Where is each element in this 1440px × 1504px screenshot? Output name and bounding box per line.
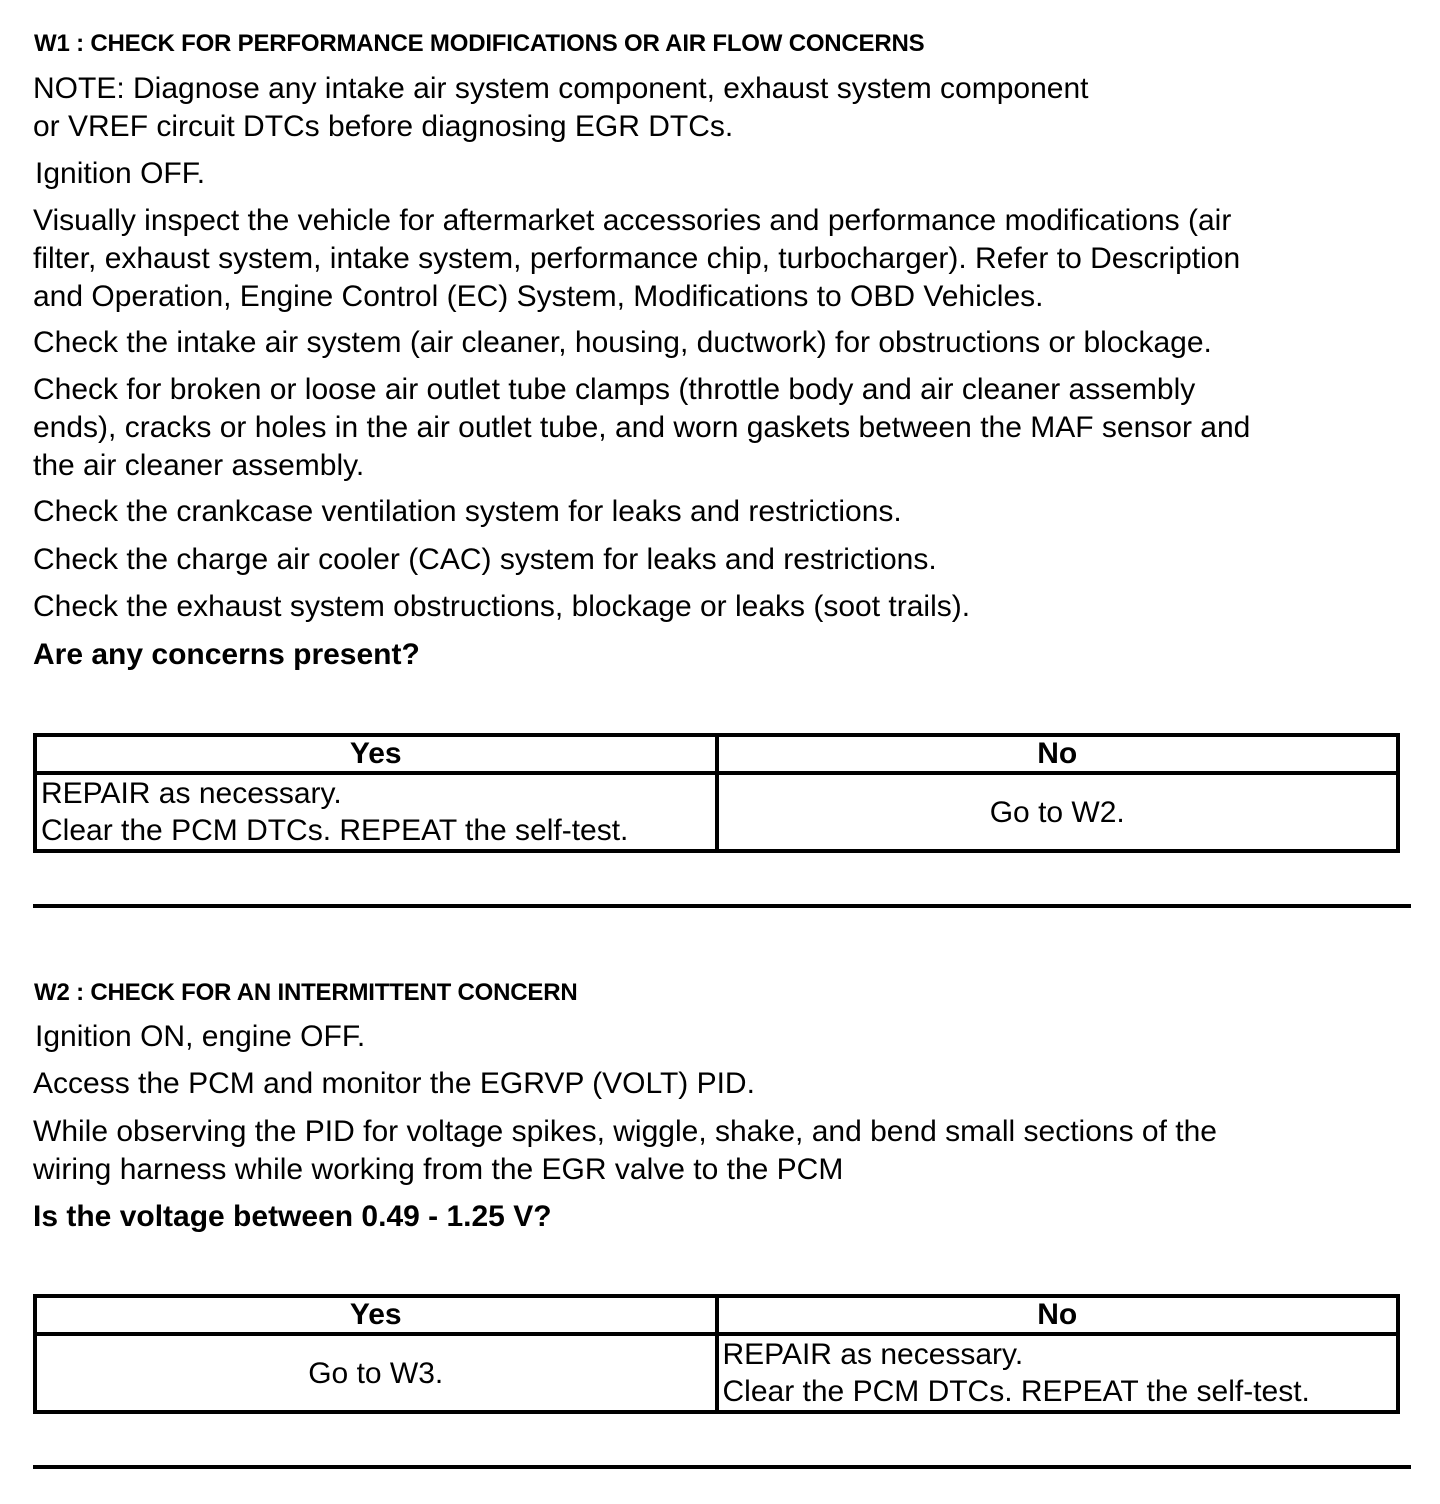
w1-table-header-row: [35, 735, 1398, 773]
w1-step-exhaust: Check the exhaust system obstructions, blockage or leaks (soot trails).: [33, 590, 971, 623]
w1-section-title: W1 : CHECK FOR PERFORMANCE MODIFICATIONS OR AIR FLOW CONCERNS: [34, 30, 925, 57]
w1-no-header: No: [717, 735, 1399, 773]
w1-yes-cell: REPAIR as necessary. Clear the PCM DTCs. REPEAT the self-test.: [35, 773, 717, 851]
w1-step-visual-inspect: Visually inspect the vehicle for aftermarket accessories and performance modifications (air filter, exhaust system, intake system, performance chip, turbocharger). Refer to Description and Operation, Engine Control (EC) System, Modifications to OBD Vehicles.: [33, 204, 1241, 313]
w1-note: NOTE: Diagnose any intake air system component, exhaust system component or VREF circuit DTCs before diagnosing EGR DTCs.: [33, 72, 1089, 143]
w1-no-cell: Go to W2.: [717, 773, 1399, 851]
w2-yes-cell: Go to W3.: [35, 1334, 717, 1412]
w1-table-row: [35, 773, 1398, 851]
w2-question: Is the voltage between 0.49 - 1.25 V?: [33, 1200, 552, 1233]
w1-result-table: [33, 733, 1400, 853]
w1-step-intake-air: Check the intake air system (air cleaner, housing, ductwork) for obstructions or blockage.: [33, 326, 1212, 359]
w2-step-access-pcm: Access the PCM and monitor the EGRVP (VOLT) PID.: [33, 1067, 755, 1100]
w2-section-divider: [33, 1465, 1411, 1469]
w1-yes-header: Yes: [35, 735, 717, 773]
w1-step-ignition-off: Ignition OFF.: [35, 157, 206, 190]
w2-step-ignition-on: Ignition ON, engine OFF.: [35, 1020, 366, 1053]
w2-result-table: [33, 1294, 1400, 1414]
w2-table-header-row: [35, 1296, 1398, 1334]
w1-section-divider: [33, 904, 1411, 908]
w2-section-title: W2 : CHECK FOR AN INTERMITTENT CONCERN: [34, 979, 578, 1006]
w2-yes-header: Yes: [35, 1296, 717, 1334]
w1-step-air-outlet-tube: Check for broken or loose air outlet tube clamps (throttle body and air cleaner assembly ends), cracks or holes in the air outlet tube, and worn gaskets between the MAF sensor and the air cleaner assembly.: [33, 373, 1251, 482]
w1-step-crankcase: Check the crankcase ventilation system for leaks and restrictions.: [33, 495, 902, 528]
w1-question: Are any concerns present?: [33, 638, 420, 671]
w2-no-cell: REPAIR as necessary. Clear the PCM DTCs. REPEAT the self-test.: [717, 1334, 1399, 1412]
w2-step-observe-pid: While observing the PID for voltage spikes, wiggle, shake, and bend small sections of the wiring harness while working from the EGR valve to the PCM: [33, 1115, 1217, 1186]
w1-step-cac: Check the charge air cooler (CAC) system for leaks and restrictions.: [33, 543, 937, 576]
w2-table-row: [35, 1334, 1398, 1412]
w2-no-header: No: [717, 1296, 1399, 1334]
